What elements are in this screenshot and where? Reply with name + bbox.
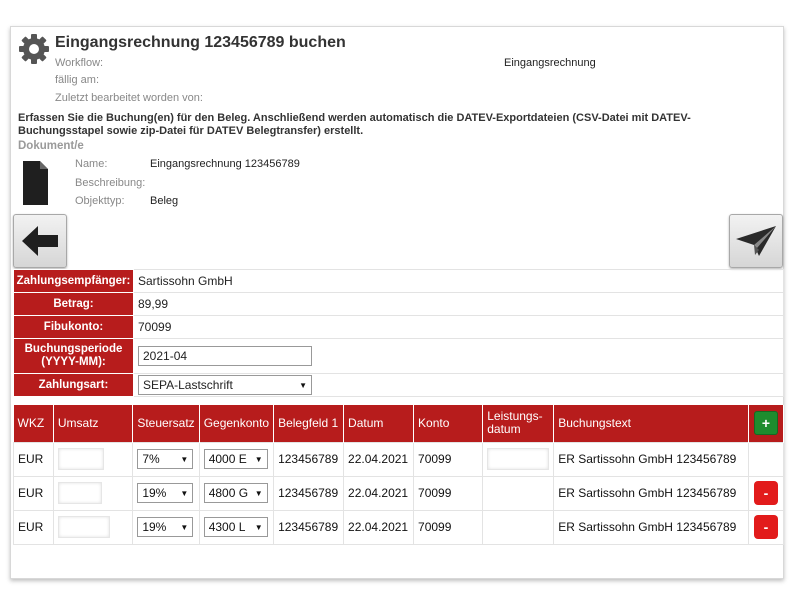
row-umsatz-cell	[53, 476, 132, 510]
doc-name-label: Name:	[75, 158, 108, 170]
account-row	[14, 316, 784, 339]
delete-row-button[interactable]: -	[754, 481, 778, 505]
steuersatz-select[interactable]	[137, 517, 193, 537]
row-datum: 22.04.2021	[344, 442, 414, 476]
instruction-text: Erfassen Sie die Buchung(en) für den Beleg. Anschließend werden automatisch die DATEV-Exportdateien (CSV-Datei mit DATEV-Buchungsstapel sowie zip-Datei für DATEV Belegtransfer) erstellt.	[18, 112, 691, 137]
col-leistungsdatum: Leistungs-datum	[483, 405, 554, 442]
add-row-button[interactable]: +	[754, 411, 778, 435]
account-label: Fibukonto:	[14, 316, 134, 339]
col-wkz: WKZ	[14, 405, 54, 442]
amount-value: 89,99	[134, 293, 784, 316]
row-actions	[748, 476, 783, 510]
chevron-down-icon: ▼	[254, 523, 263, 532]
steuersatz-value: 7%	[142, 452, 160, 466]
back-button[interactable]	[13, 214, 67, 268]
booking-panel	[10, 26, 784, 579]
document-icon[interactable]	[23, 161, 48, 205]
col-actions	[748, 405, 783, 442]
doc-type-value: Beleg	[150, 195, 179, 207]
row-gegenkonto-cell	[199, 442, 273, 476]
arrow-left-icon	[20, 224, 60, 258]
umsatz-input[interactable]	[58, 482, 102, 504]
paytype-value: SEPA-Lastschrift	[143, 378, 233, 392]
period-row	[14, 339, 784, 374]
gegenkonto-value: 4000 E	[208, 452, 247, 466]
umsatz-input[interactable]	[58, 516, 110, 538]
period-input[interactable]: 2021-04	[138, 346, 312, 366]
row-steuersatz-cell	[133, 476, 199, 510]
documents-heading: Dokument/e	[18, 140, 84, 152]
page-title: Eingangsrechnung 123456789 buchen	[55, 34, 346, 51]
row-actions	[748, 442, 783, 476]
steuersatz-select[interactable]	[137, 483, 193, 503]
leistungsdatum-input[interactable]	[487, 448, 549, 470]
period-label: Buchungsperiode (YYYY-MM):	[14, 339, 134, 374]
chevron-down-icon: ▼	[180, 455, 189, 464]
paper-plane-icon	[735, 224, 777, 258]
row-leistungsdatum-cell	[483, 476, 554, 510]
paytype-cell	[134, 374, 784, 397]
col-datum: Datum	[344, 405, 414, 442]
chevron-down-icon: ▼	[180, 489, 189, 498]
row-konto: 70099	[414, 476, 483, 510]
row-wkz: EUR	[14, 510, 54, 544]
steuersatz-value: 19%	[142, 520, 167, 534]
paytype-select[interactable]	[138, 375, 312, 395]
row-leistungsdatum-cell	[483, 442, 554, 476]
row-buchungstext: ER Sartissohn GmbH 123456789	[554, 476, 749, 510]
row-gegenkonto-cell	[199, 510, 273, 544]
row-belegfeld: 123456789	[274, 476, 344, 510]
chevron-down-icon: ▼	[180, 523, 189, 532]
amount-label: Betrag:	[14, 293, 134, 316]
row-buchungstext: ER Sartissohn GmbH 123456789	[554, 442, 749, 476]
gegenkonto-value: 4300 L	[208, 520, 246, 534]
paytype-row	[14, 374, 784, 397]
table-row	[14, 510, 784, 544]
row-konto: 70099	[414, 510, 483, 544]
row-belegfeld: 123456789	[274, 510, 344, 544]
payee-value: Sartissohn GmbH	[134, 270, 784, 293]
amount-row	[14, 293, 784, 316]
delete-row-button[interactable]: -	[754, 515, 778, 539]
col-steuersatz: Steuersatz	[133, 405, 199, 442]
col-buchungstext: Buchungstext	[554, 405, 749, 442]
row-umsatz-cell	[53, 442, 132, 476]
row-konto: 70099	[414, 442, 483, 476]
gegenkonto-value: 4800 G	[208, 486, 249, 500]
table-header-row	[14, 405, 784, 442]
doc-type-label: Objekttyp:	[75, 195, 125, 207]
row-umsatz-cell	[53, 510, 132, 544]
period-cell	[134, 339, 784, 374]
steuersatz-select[interactable]	[137, 449, 193, 469]
umsatz-input[interactable]	[58, 448, 104, 470]
gegenkonto-select[interactable]	[204, 483, 268, 503]
row-gegenkonto-cell	[199, 476, 273, 510]
row-wkz: EUR	[14, 476, 54, 510]
workflow-value: Eingangsrechnung	[504, 57, 596, 69]
row-belegfeld: 123456789	[274, 442, 344, 476]
booking-form	[13, 269, 784, 397]
col-umsatz: Umsatz	[53, 405, 132, 442]
last-edited-label: Zuletzt bearbeitet worden von:	[55, 92, 203, 104]
chevron-down-icon: ▼	[254, 455, 263, 464]
doc-description-label: Beschreibung:	[75, 177, 146, 189]
paytype-label: Zahlungsart:	[14, 374, 134, 397]
col-konto: Konto	[414, 405, 483, 442]
gegenkonto-select[interactable]	[204, 517, 268, 537]
row-steuersatz-cell	[133, 510, 199, 544]
row-leistungsdatum-cell	[483, 510, 554, 544]
row-actions	[748, 510, 783, 544]
send-button[interactable]	[729, 214, 783, 268]
row-datum: 22.04.2021	[344, 476, 414, 510]
chevron-down-icon: ▼	[299, 381, 307, 390]
row-wkz: EUR	[14, 442, 54, 476]
row-steuersatz-cell	[133, 442, 199, 476]
due-date-label: fällig am:	[55, 74, 100, 86]
table-row	[14, 442, 784, 476]
account-value: 70099	[134, 316, 784, 339]
gegenkonto-select[interactable]	[204, 449, 268, 469]
steuersatz-value: 19%	[142, 486, 167, 500]
workflow-label: Workflow:	[55, 57, 104, 69]
doc-name-value[interactable]: Eingangsrechnung 123456789	[150, 158, 300, 170]
chevron-down-icon: ▼	[254, 489, 263, 498]
row-datum: 22.04.2021	[344, 510, 414, 544]
col-belegfeld: Belegfeld 1	[274, 405, 344, 442]
booking-lines-table	[13, 405, 784, 545]
table-row	[14, 476, 784, 510]
payee-row	[14, 270, 784, 293]
col-gegenkonto: Gegenkonto	[199, 405, 273, 442]
payee-label: Zahlungsempfänger:	[14, 270, 134, 293]
gear-icon	[18, 33, 50, 65]
row-buchungstext: ER Sartissohn GmbH 123456789	[554, 510, 749, 544]
